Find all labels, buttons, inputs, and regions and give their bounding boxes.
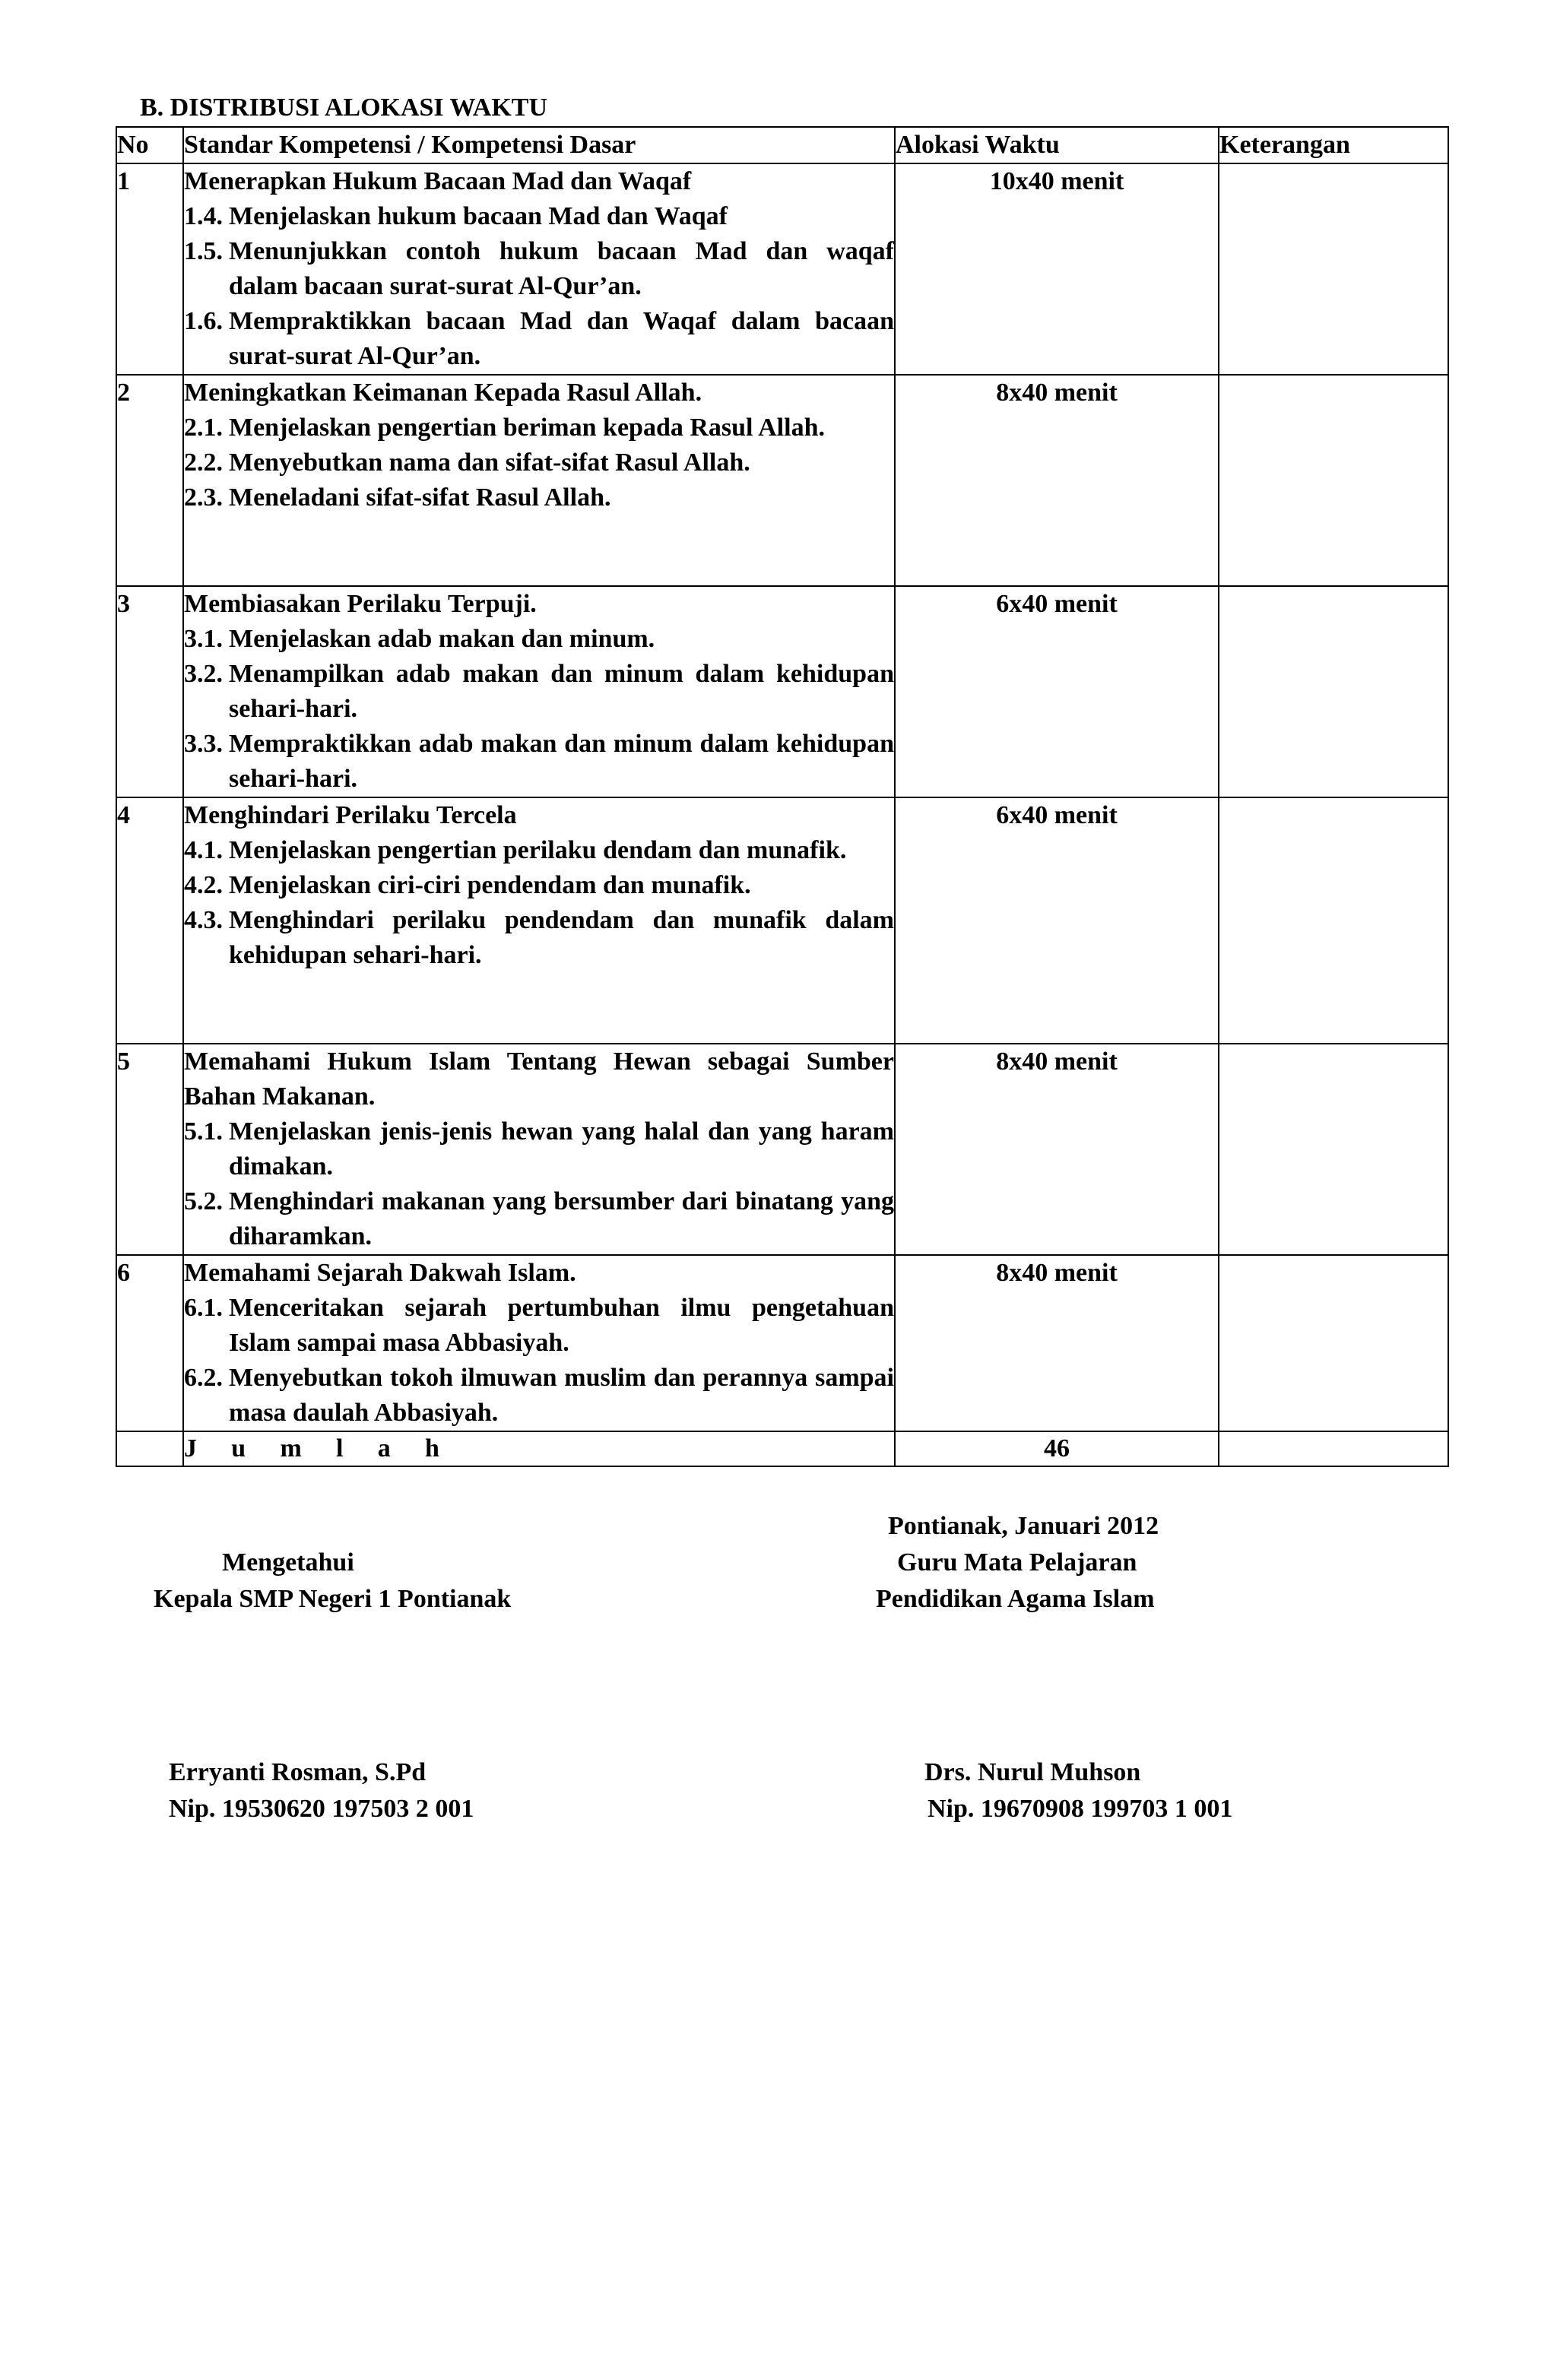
principal-name: Erryanti Rosman, S.Pd [169, 1758, 427, 1786]
item-text: Menjelaskan pengertian perilaku dendam dan munafik. [229, 836, 847, 864]
item-number: 3.1. [184, 625, 223, 653]
item-text: Menunjukkan contoh hukum bacaan Mad dan waqaf dalam bacaan surat-surat Al-Qur’an. [229, 237, 894, 300]
time-allocation: 6x40 menit [895, 797, 1219, 1044]
competency-cell [183, 1255, 895, 1431]
competency-title: Meningkatkan Keimanan Kepada Rasul Allah. [184, 379, 702, 407]
list-item [184, 1291, 894, 1361]
time-allocation-table [116, 126, 1449, 1467]
time-allocation: 8x40 menit [895, 1044, 1219, 1255]
total-no-cell [116, 1431, 183, 1466]
list-item [184, 657, 894, 727]
time-allocation: 6x40 menit [895, 586, 1219, 797]
list-item [184, 727, 894, 797]
item-text: Menjelaskan pengertian beriman kepada Rasul Allah. [229, 414, 825, 442]
list-item [184, 410, 894, 445]
note-cell [1219, 797, 1448, 1044]
item-number: 5.1. [184, 1117, 223, 1146]
time-allocation: 8x40 menit [895, 1255, 1219, 1431]
header-time: Alokasi Waktu [895, 127, 1219, 163]
list-item [184, 445, 894, 480]
list-item [184, 1361, 894, 1431]
list-item [184, 199, 894, 234]
total-note-cell [1219, 1431, 1448, 1466]
note-cell [1219, 1255, 1448, 1431]
item-text: Menghindari makanan yang bersumber dari binatang yang diharamkan. [229, 1187, 894, 1250]
item-number: 4.2. [184, 871, 223, 899]
item-number: 2.1. [184, 414, 223, 442]
total-label-letter: J [184, 1434, 197, 1463]
list-item [184, 833, 894, 868]
note-cell [1219, 1044, 1448, 1255]
item-number: 4.1. [184, 836, 223, 864]
table-row [116, 797, 1448, 1044]
table-header-row [116, 127, 1448, 163]
item-text: Menceritakan sejarah pertumbuhan ilmu pengetahuan Islam sampai masa Abbasiyah. [229, 1294, 894, 1357]
item-number: 3.3. [184, 730, 223, 758]
table-row [116, 586, 1448, 797]
row-number: 3 [116, 586, 183, 797]
competency-cell [183, 163, 895, 375]
competency-title: Membiasakan Perilaku Terpuji. [184, 590, 537, 618]
section-heading: B. DISTRIBUSI ALOKASI WAKTU [140, 93, 547, 122]
list-item [184, 903, 894, 973]
item-text: Meneladani sifat-sifat Rasul Allah. [229, 483, 611, 512]
list-item [184, 1114, 894, 1184]
item-number: 6.2. [184, 1364, 223, 1392]
table-row [116, 375, 1448, 586]
competency-cell [183, 1044, 895, 1255]
note-cell [1219, 163, 1448, 375]
item-text: Menjelaskan ciri-ciri pendendam dan munafik. [229, 871, 751, 899]
list-item [184, 304, 894, 374]
principal-role: Kepala SMP Negeri 1 Pontianak [154, 1585, 512, 1613]
list-item [184, 622, 894, 657]
competency-title: Menghindari Perilaku Tercela [184, 801, 517, 829]
list-item [184, 480, 894, 515]
time-allocation: 8x40 menit [895, 375, 1219, 586]
note-cell [1219, 375, 1448, 586]
item-number: 4.3. [184, 906, 223, 934]
item-number: 3.2. [184, 660, 223, 688]
table-row [116, 1044, 1448, 1255]
row-number: 2 [116, 375, 183, 586]
item-text: Mempraktikkan adab makan dan minum dalam kehidupan sehari-hari. [229, 730, 894, 793]
total-label-letter: h [425, 1434, 439, 1463]
total-label-letter: m [280, 1434, 302, 1463]
header-standard: Standar Kompetensi / Kompetensi Dasar [183, 127, 895, 163]
item-number: 1.5. [184, 237, 223, 265]
total-label [184, 1432, 439, 1466]
total-label-letter: l [336, 1434, 344, 1463]
item-text: Menjelaskan hukum bacaan Mad dan Waqaf [229, 202, 728, 230]
item-number: 5.2. [184, 1187, 223, 1215]
item-number: 1.6. [184, 307, 223, 335]
competency-title: Menerapkan Hukum Bacaan Mad dan Waqaf [184, 167, 692, 195]
total-label-cell [183, 1431, 895, 1466]
competency-title: Memahami Sejarah Dakwah Islam. [184, 1259, 576, 1287]
header-no: No [116, 127, 183, 163]
item-number: 6.1. [184, 1294, 223, 1322]
header-note: Keterangan [1219, 127, 1448, 163]
total-row [116, 1431, 1448, 1466]
item-text: Menyebutkan nama dan sifat-sifat Rasul Allah. [229, 448, 750, 477]
row-number: 1 [116, 163, 183, 375]
item-text: Menyebutkan tokoh ilmuwan muslim dan perannya sampai masa daulah Abbasiyah. [229, 1364, 894, 1427]
item-text: Mempraktikkan bacaan Mad dan Waqaf dalam bacaan surat-surat Al-Qur’an. [229, 307, 894, 370]
item-text: Menampilkan adab makan dan minum dalam kehidupan sehari-hari. [229, 660, 894, 723]
total-value: 46 [895, 1431, 1219, 1466]
place-date: Pontianak, Januari 2012 [888, 1512, 1159, 1540]
competency-cell [183, 797, 895, 1044]
list-item [184, 868, 894, 903]
item-number: 1.4. [184, 202, 223, 230]
row-number: 5 [116, 1044, 183, 1255]
teacher-nip: Nip. 19670908 199703 1 001 [928, 1795, 1233, 1823]
total-label-letter: a [377, 1434, 391, 1463]
list-item [184, 234, 894, 304]
total-label-letter: u [231, 1434, 246, 1463]
item-text: Menghindari perilaku pendendam dan munafik dalam kehidupan sehari-hari. [229, 906, 894, 969]
list-item [184, 1184, 894, 1254]
row-number: 6 [116, 1255, 183, 1431]
competency-title: Memahami Hukum Islam Tentang Hewan sebagai Sumber Bahan Makanan. [184, 1047, 894, 1111]
note-cell [1219, 586, 1448, 797]
table-row [116, 163, 1448, 375]
time-allocation: 10x40 menit [895, 163, 1219, 375]
item-number: 2.3. [184, 483, 223, 512]
teacher-role: Guru Mata Pelajaran [897, 1548, 1137, 1577]
subject-name: Pendidikan Agama Islam [876, 1585, 1155, 1613]
teacher-name: Drs. Nurul Muhson [924, 1758, 1141, 1786]
competency-cell [183, 586, 895, 797]
item-text: Menjelaskan jenis-jenis hewan yang halal dan yang haram dimakan. [229, 1117, 894, 1180]
item-number: 2.2. [184, 448, 223, 477]
acknowledgement-label: Mengetahui [222, 1548, 354, 1577]
table-row [116, 1255, 1448, 1431]
row-number: 4 [116, 797, 183, 1044]
item-text: Menjelaskan adab makan dan minum. [229, 625, 655, 653]
principal-nip: Nip. 19530620 197503 2 001 [169, 1795, 474, 1823]
competency-cell [183, 375, 895, 586]
